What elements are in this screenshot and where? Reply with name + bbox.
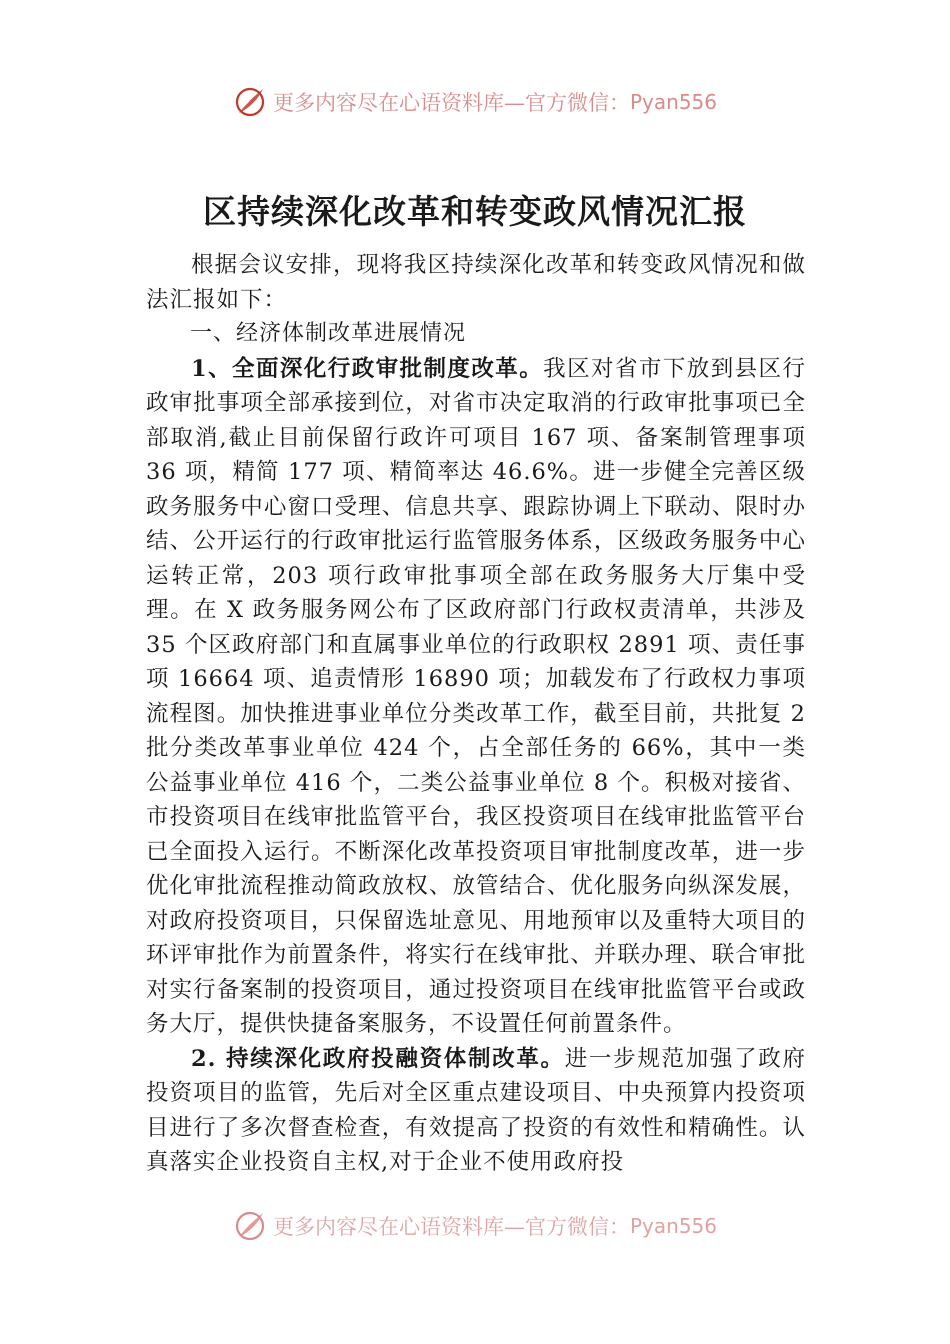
item2-body: 进一步规范加强了政府投资项目的监管，先后对全区重点建设项目、中央预算内投资项目进行了多次督查检查，有效提高了投资的有效性和精确性。认真落实企业投资自主权,对于企业不使用政府投	[146, 1045, 806, 1175]
watermark-footer	[0, 1206, 950, 1246]
intro-paragraph: 根据会议安排，现将我区持续深化改革和转变政风情况和做法汇报如下：	[146, 252, 806, 313]
document-title: 区持续深化改革和转变政风情况汇报	[203, 192, 747, 231]
section-heading: 一、经济体制改革进展情况	[190, 321, 467, 346]
item1-body: 我区对省市下放到县区行政审批事项全部承接到位，对省市决定取消的行政审批事项已全部取消,截止目前保留行政许可项目 167 项、备案制管理事项 36 项，精简 177 项、精简率达 46.6%。进一步健全完善区级政务服务中心窗口受理、信息共享、跟踪协调上下联动、限时办结、公开运行的行政审批运行监管服务体系，区级政务服务中心运转正常，203 项行政审批事项全部在政务服务大厅集中受理。在 X 政务服务网公布了区政府部门行政权责清单，共涉及 35 个区政府部门和直属事业单位的行政职权 2891 项、责任事项 16664 项、追责情形 16890 项；加载发布了行政权力事项流程图。加快推进事业单位分类改革工作，截至目前，共批复 2 批分类改革事业单位 424 个，占全部任务的 66%，其中一类公益事业单位 416 个，二类公益事业单位 8 个。积极对接省、市投资项目在线审批监管平台，我区投资项目在线审批监管平台已全面投入运行。不断深化改革投资项目审批制度改革，进一步优化审批流程推动简政放权、放管结合、优化服务向纵深发展，对政府投资项目，只保留选址意见、用地预审以及重特大项目的环评审批作为前置条件，将实行在线审批、并联办理、联合审批对实行备案制的投资项目，通过投资项目在线审批监管平台或政务大厅，提供快捷备案服务，不设置任何前置条件。	[146, 355, 806, 1037]
watermark-text: 更多内容尽在心语资料库—官方微信：	[272, 91, 630, 115]
item2-lead: 2. 持续深化政府投融资体制改革。	[191, 1045, 565, 1072]
item1-lead: 1、全面深化行政审批制度改革。	[191, 355, 544, 382]
item1-paragraph	[146, 352, 806, 1042]
watermark-id: Pyan556	[629, 1214, 717, 1238]
watermark-text: 更多内容尽在心语资料库—官方微信：	[272, 1215, 630, 1239]
feather-logo-icon	[233, 1209, 267, 1243]
item2-paragraph	[146, 1042, 806, 1180]
watermark-id: Pyan556	[629, 90, 717, 114]
feather-logo-icon	[233, 85, 267, 119]
document-body	[146, 248, 806, 1218]
watermark-header	[0, 82, 950, 122]
